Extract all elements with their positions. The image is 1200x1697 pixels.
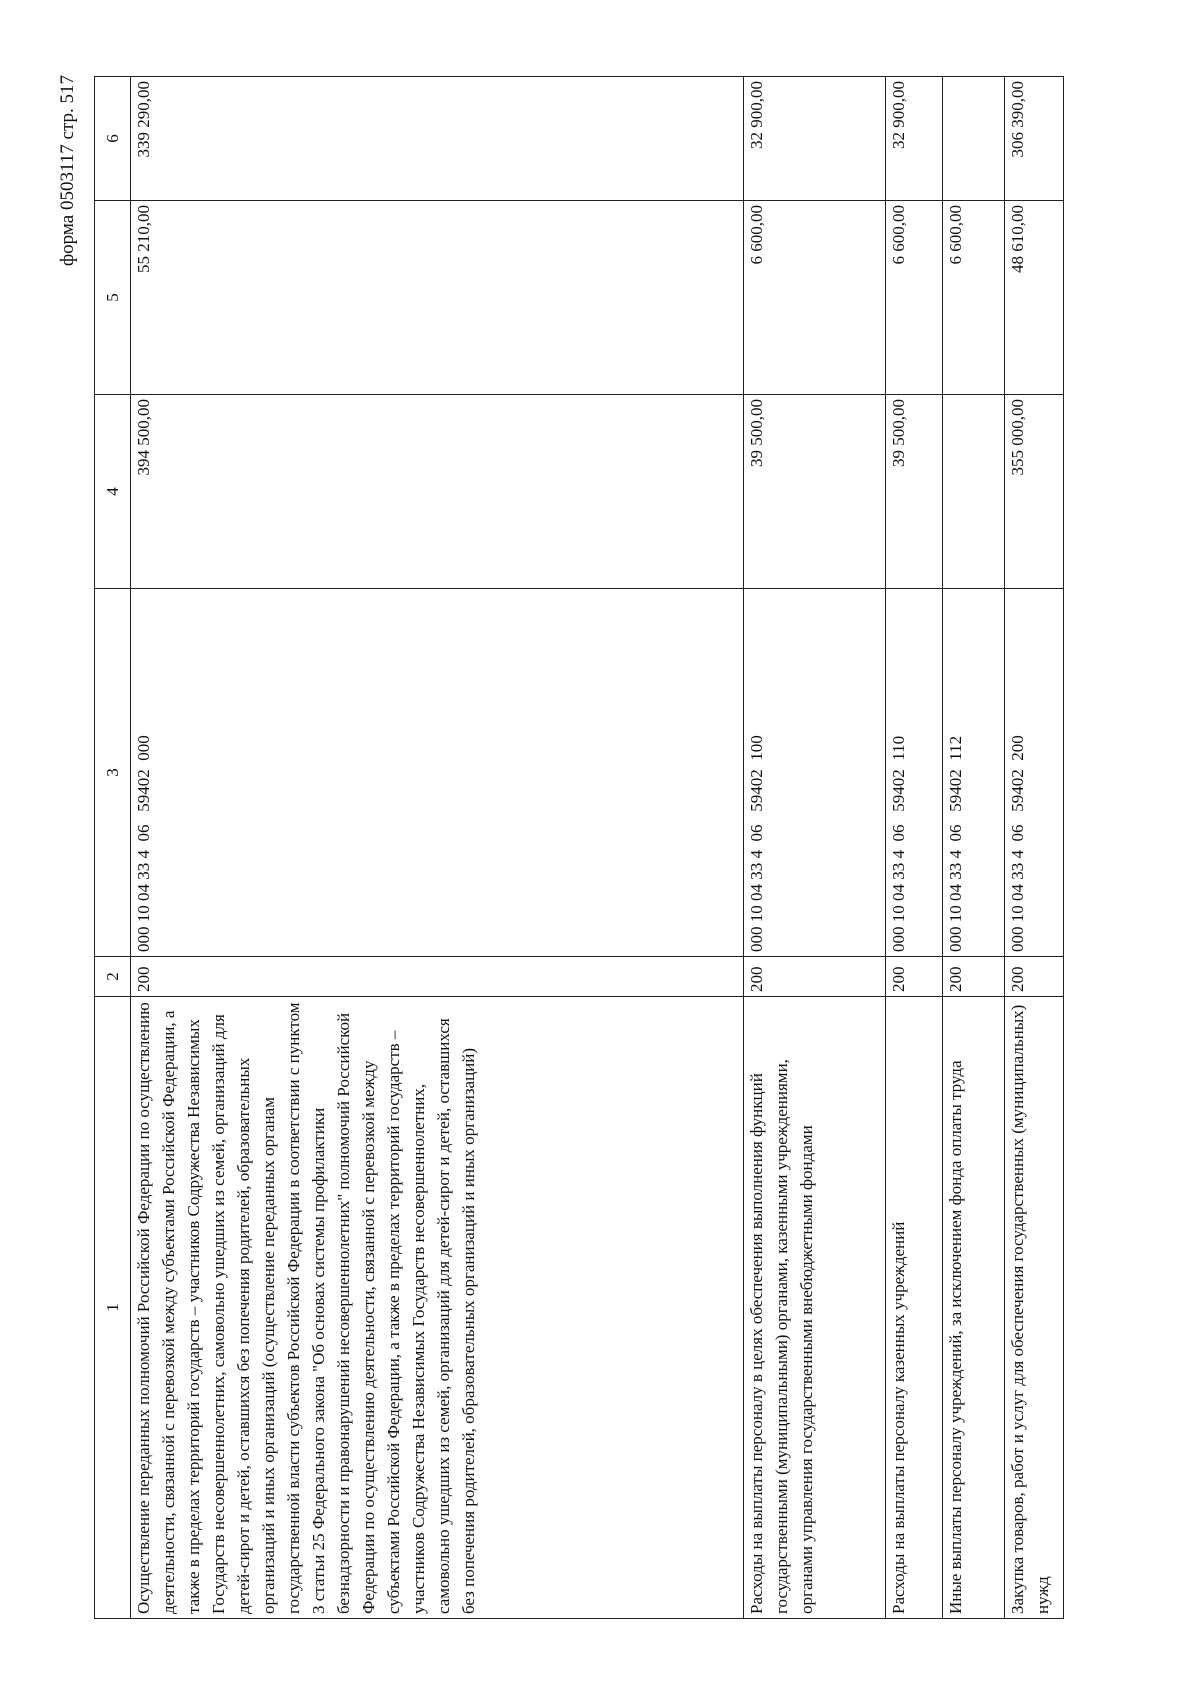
column-number: 4 (95, 395, 131, 589)
table-row (943, 77, 1004, 1619)
row-classification-code: 000 10 04 33 4 06 59402 112 (943, 589, 1004, 957)
row-unexecuted: 306 390,00 (1004, 77, 1063, 201)
row-classification-code: 000 10 04 33 4 06 59402 110 (886, 589, 943, 957)
row-approved: 355 000,00 (1004, 395, 1063, 589)
table-row (743, 77, 886, 1619)
column-number: 3 (95, 589, 131, 957)
row-line-code: 200 (131, 957, 744, 997)
row-description: Расходы на выплаты персоналу казенных учреждений (886, 997, 943, 1619)
row-line-code: 200 (743, 957, 886, 997)
table-row (131, 77, 744, 1619)
row-line-code: 200 (943, 957, 1004, 997)
row-approved (943, 395, 1004, 589)
row-classification-code: 000 10 04 33 4 06 59402 000 (131, 589, 744, 957)
table-row (886, 77, 943, 1619)
row-unexecuted (943, 77, 1004, 201)
row-executed: 6 600,00 (743, 201, 886, 395)
row-description: Иные выплаты персоналу учреждений, за исключением фонда оплаты труда (943, 997, 1004, 1619)
column-number: 1 (95, 997, 131, 1619)
row-unexecuted: 32 900,00 (743, 77, 886, 201)
row-classification-code: 000 10 04 33 4 06 59402 100 (743, 589, 886, 957)
column-number: 6 (95, 77, 131, 201)
column-number-row (95, 77, 131, 1619)
row-classification-code: 000 10 04 33 4 06 59402 200 (1004, 589, 1063, 957)
row-executed: 48 610,00 (1004, 201, 1063, 395)
row-line-code: 200 (886, 957, 943, 997)
table-row (1004, 77, 1063, 1619)
form-label: форма 0503117 стр. 517 (57, 75, 78, 267)
row-description: Осуществление переданных полномочий Российской Федерации по осуществлению деятельности, связанной с перевозкой между субъектами Российской Федерации, а также в пределах территорий государств – участников Содружества Независимых Государств несовершеннолетних, самовольно ушедших из семей, организаций для детей-сирот и детей, оставшихся без попечения родителей, образовательных организаций и иных организаций (осуществление переданных органам государственной власти субъектов Российской Федерации в соответствии с пунктом 3 статьи 25 Федерального закона "Об основах системы профилактики безнадзорности и правонарушений несовершеннолетних" полномочий Российской Федерации по осуществлению деятельности, связанной с перевозкой между субъектами Российской Федерации, а также в пределах территорий государств – участников Содружества Независимых Государств несовершеннолетних, самовольно ушедших из семей, организаций для детей-сирот и детей, оставшихся без попечения родителей, образовательных организаций и иных организаций) (131, 997, 744, 1619)
row-description: Расходы на выплаты персоналу в целях обеспечения выполнения функций государственными (муниципальными) органами, казенными учреждениями, органами управления государственными внебюджетными фондами (743, 997, 886, 1619)
row-unexecuted: 32 900,00 (886, 77, 943, 201)
expenditure-table (94, 76, 1064, 1619)
column-number: 2 (95, 957, 131, 997)
row-executed: 55 210,00 (131, 201, 744, 395)
column-number: 5 (95, 201, 131, 395)
row-approved: 39 500,00 (886, 395, 943, 589)
row-executed: 6 600,00 (943, 201, 1004, 395)
row-description: Закупка товаров, работ и услуг для обеспечения государственных (муниципальных) нужд (1004, 997, 1063, 1619)
row-unexecuted: 339 290,00 (131, 77, 744, 201)
row-line-code: 200 (1004, 957, 1063, 997)
row-executed: 6 600,00 (886, 201, 943, 395)
row-approved: 394 500,00 (131, 395, 744, 589)
row-approved: 39 500,00 (743, 395, 886, 589)
